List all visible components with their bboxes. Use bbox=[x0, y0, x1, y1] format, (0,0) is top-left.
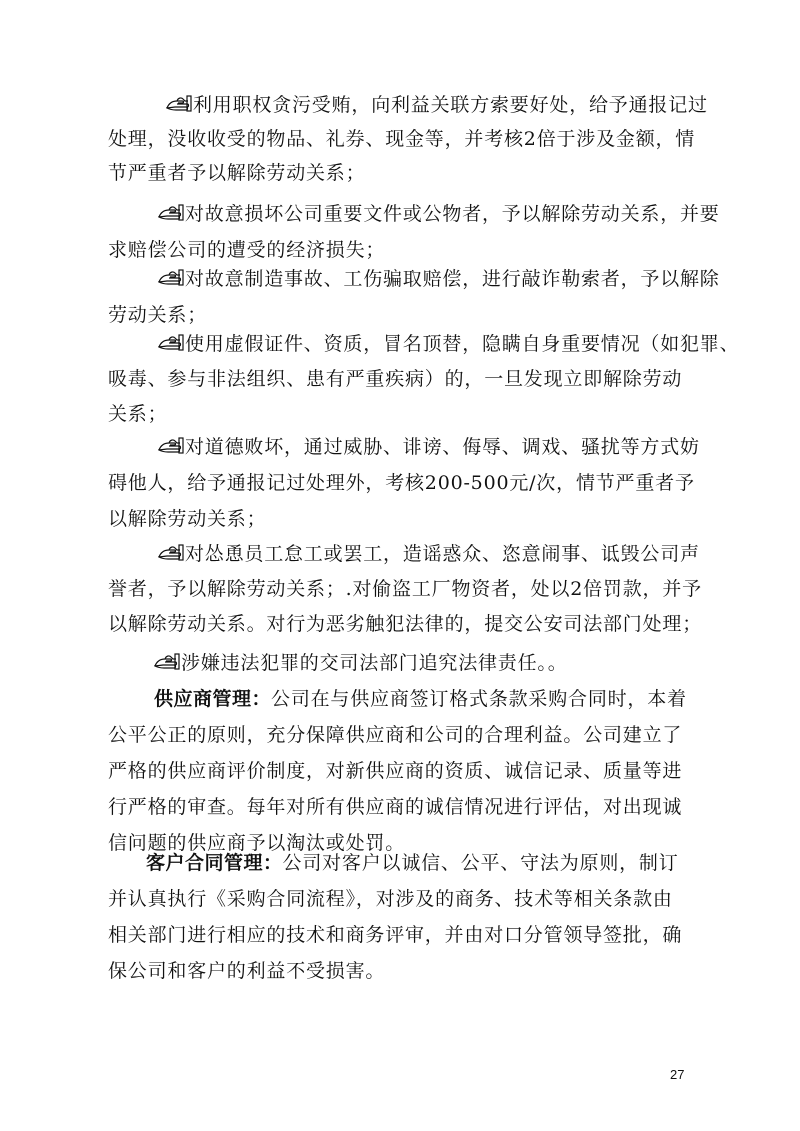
list-item bbox=[108, 327, 740, 432]
item-text-line: 使用虚假证件、资质，冒名顶替，隐瞒自身重要情况（如犯罪、 bbox=[185, 333, 740, 355]
supplier-management-section bbox=[108, 681, 687, 861]
section-text-line: 相关部门进行相应的技术和商务评审，并由对口分管领导签批，确 bbox=[108, 924, 683, 946]
item-text-line: 节严重者予以解除劳动关系； bbox=[108, 162, 366, 184]
item-text-line: 劳动关系； bbox=[108, 304, 208, 326]
item-text-line: 关系； bbox=[108, 403, 168, 425]
item-text-line: 对故意制造事故、工伤骗取赔偿，进行敲诈勒索者，予以解除 bbox=[185, 268, 720, 290]
list-item bbox=[108, 537, 703, 642]
item-text-line: 以解除劳动关系。对行为恶劣触犯法律的，提交公安司法部门处理； bbox=[108, 613, 703, 635]
list-item bbox=[108, 645, 673, 681]
item-text-line: 誉者，予以解除劳动关系；.对偷盗工厂物资者，处以2倍罚款，并予 bbox=[108, 578, 702, 600]
section-text-line: 公司对客户以诚信、公平、守法为原则，制订 bbox=[282, 852, 679, 874]
pointing-hand-icon bbox=[158, 269, 184, 287]
item-text-line: 求赔偿公司的遭受的经济损失； bbox=[108, 239, 386, 261]
item-text-line: 吸毒、参与非法组织、患有严重疾病）的，一旦发现立即解除劳动 bbox=[108, 368, 683, 390]
section-text-line: 公平公正的原则，充分保障供应商和公司的合理利益。公司建立了 bbox=[108, 724, 683, 746]
section-text-line: 严格的供应商评价制度，对新供应商的资质、诚信记录、质量等进 bbox=[108, 760, 683, 782]
item-text-line: 对故意损坏公司重要文件或公物者，予以解除劳动关系，并要 bbox=[185, 203, 720, 225]
section-text-line: 公司在与供应商签订格式条款采购合同时，本着 bbox=[271, 688, 687, 710]
list-item bbox=[108, 261, 720, 333]
page-number: 27 bbox=[670, 1067, 685, 1082]
list-item bbox=[108, 429, 700, 537]
customer-contract-section bbox=[108, 845, 683, 989]
section-text-line: 行严格的审查。每年对所有供应商的诚信情况进行评估，对出现诚 bbox=[108, 796, 683, 818]
item-text-line: 对怂恿员工怠工或罢工，造谣惑众、恣意闹事、诋毁公司声 bbox=[185, 543, 700, 565]
item-text-line: 涉嫌违法犯罪的交司法部门追究法律责任。。 bbox=[181, 652, 568, 674]
list-item bbox=[108, 196, 720, 268]
pointing-hand-icon bbox=[158, 437, 184, 455]
item-text-line: 对道德败坏，通过威胁、诽谤、侮辱、调戏、骚扰等方式妨 bbox=[185, 436, 700, 458]
section-text-line: 保公司和客户的利益不受损害。 bbox=[108, 960, 386, 982]
pointing-hand-icon bbox=[158, 334, 184, 352]
item-text-line: 碍他人，给予通报记过处理外，考核200-500元/次，情节严重者予 bbox=[108, 472, 695, 494]
section-text-line: 并认真执行《采购合同流程》，对涉及的商务、技术等相关条款由 bbox=[108, 888, 673, 910]
list-item bbox=[108, 88, 708, 190]
item-text-line: 处理，没收收受的物品、礼券、现金等，并考核2倍于涉及金额，情 bbox=[108, 128, 696, 150]
pointing-hand-icon bbox=[166, 95, 192, 113]
item-text-line: 利用职权贪污受贿，向利益关联方索要好处，给予通报记过 bbox=[193, 94, 708, 116]
section-heading: 供应商管理： bbox=[154, 688, 272, 710]
pointing-hand-icon bbox=[158, 204, 184, 222]
section-heading: 客户合同管理： bbox=[146, 852, 283, 874]
pointing-hand-icon bbox=[158, 544, 184, 562]
item-text-line: 以解除劳动关系； bbox=[108, 508, 267, 530]
section-text-line: 信问题的供应商予以淘汰或处罚。 bbox=[108, 832, 406, 854]
pointing-hand-icon bbox=[154, 653, 180, 671]
